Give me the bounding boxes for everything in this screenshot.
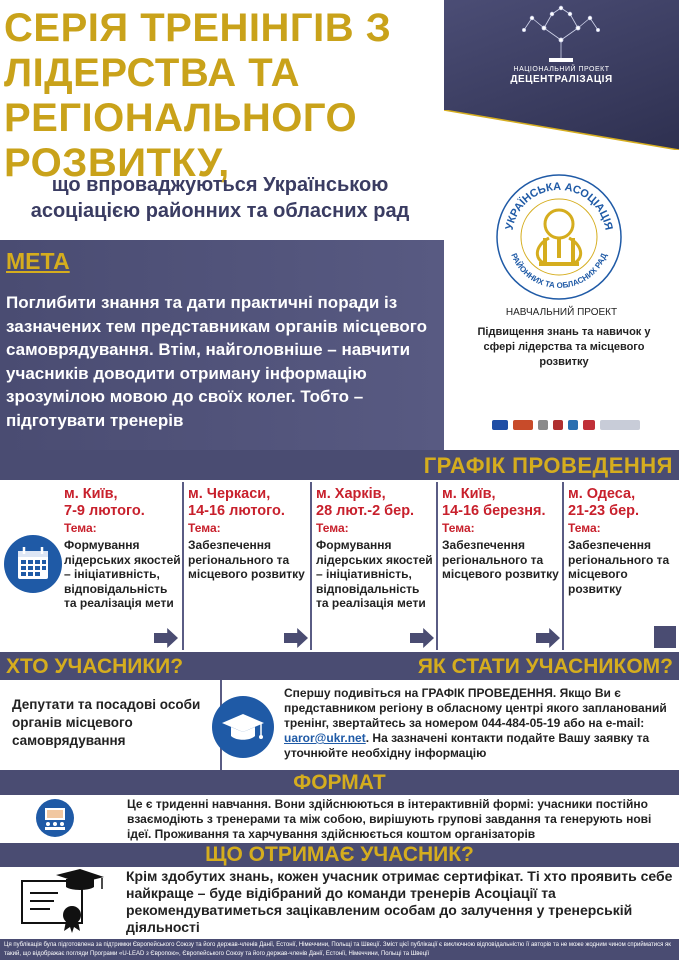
arrow-right-icon xyxy=(536,628,560,648)
who-text: Депутати та посадові особи органів місцевого самоврядування xyxy=(12,697,201,748)
decentralization-tree-icon xyxy=(444,0,679,70)
schedule-city: м. Харків, xyxy=(316,486,386,502)
slot-divider xyxy=(562,482,564,650)
schedule-topic: Забезпечення регіонального та місцевого розвитку xyxy=(188,538,305,581)
partner-logo-icon xyxy=(583,420,595,430)
who-heading: ХТО УЧАСНИКИ? xyxy=(6,655,184,678)
eu-flag-icon xyxy=(492,420,508,430)
emblem-bottom-text: РАЙОННИХ ТА ОБЛАСНИХ РАД xyxy=(509,251,609,291)
how-text-part1: Спершу подивіться на ГРАФІК ПРОВЕДЕННЯ. Якщо Ви є представником регіону в обласному центрі якого запланований тренінг, звертайтесь за номером 044-484-05-19 або на e-mail: xyxy=(284,686,667,730)
arrow-right-icon xyxy=(154,628,178,648)
partner-logo-icon xyxy=(568,420,578,430)
partner-logo-icon xyxy=(600,420,640,430)
schedule-city: м. Київ, xyxy=(442,486,496,502)
slot-divider xyxy=(436,482,438,650)
decentralization-label xyxy=(444,66,679,85)
partner-logos xyxy=(492,418,674,432)
receive-text: Крім здобутих знань, кожен учасник отримає сертифікат. Ті хто проявить себе найкраще – буде відібраний до команди тренерів Асоціації та рекомендуватиметься зацікавленим особам до залучення у тренерській діяльності xyxy=(126,868,673,935)
calendar-icon xyxy=(4,535,62,593)
partner-logo-icon xyxy=(553,420,563,430)
how-text-part2: . На зазначені контакти подайте Вашу заявку та уточнюйте необхідну інформацію xyxy=(284,731,650,760)
schedule-header xyxy=(0,450,679,480)
schedule-topic: Формування лідерських якостей – ініціативність, відповідальність та реалізація мети xyxy=(316,538,433,610)
email-link[interactable]: uaror@ukr.net xyxy=(284,731,366,745)
footer-disclaimer: Ця публікація була підготовлена за підтримки Європейського Союзу та його держав-членів Данії, Естонії, Німеччини, Польщі та Швеції. Зміст цієї публікації є виключною відповідальністю її авторів та не може жодним чином сприйматися як такий, що відображає погляди Програми «U-LEAD з Європою», Європейського Союзу та його держав-членів Данії, Естонії, Німеччини, Польщі та Швеції xyxy=(4,942,671,957)
schedule-dates: 28 лют.-2 бер. xyxy=(316,503,415,519)
schedule-heading: ГРАФІК ПРОВЕДЕННЯ xyxy=(423,453,673,478)
decentralization-line2: ДЕЦЕНТРАЛІЗАЦІЯ xyxy=(510,74,613,85)
format-text: Це є триденні навчання. Вони здійснюються в інтерактивній формі: учасники постійно взаємодіють з тренерами та між собою, вирішують групові завдання та генерують нові ідеї. Проживання та харчування здійснюється коштом організаторів xyxy=(127,797,652,841)
schedule-item xyxy=(58,480,182,652)
schedule-topic-label: Тема: xyxy=(64,521,97,535)
poster-title: СЕРІЯ ТРЕНІНГІВ З ЛІДЕРСТВА ТА РЕГІОНАЛЬНОГО РОЗВИТКУ, xyxy=(4,6,392,185)
schedule-city: м. Одеса, xyxy=(568,486,636,502)
decentralization-panel xyxy=(444,0,679,150)
goal-heading: МЕТА xyxy=(6,248,70,274)
slot-divider xyxy=(310,482,312,650)
arrow-right-icon xyxy=(410,628,434,648)
schedule-topic: Забезпечення регіонального та місцевого розвитку xyxy=(442,538,559,581)
association-emblem-icon xyxy=(494,172,624,302)
end-square-icon xyxy=(654,626,676,648)
schedule-section xyxy=(0,480,679,652)
schedule-item xyxy=(310,480,436,652)
footer xyxy=(0,939,679,960)
schedule-topic: Забезпечення регіонального та місцевого розвитку xyxy=(568,538,670,596)
goal-section xyxy=(0,240,444,450)
ulead-logo-icon xyxy=(513,420,533,430)
schedule-city: м. Київ, xyxy=(64,486,118,502)
arrow-right-icon xyxy=(284,628,308,648)
poster-subtitle: що впроваджуються Українською асоціацією районних та обласних рад xyxy=(30,174,410,222)
diagonal-decoration xyxy=(444,110,679,150)
schedule-city: м. Черкаси, xyxy=(188,486,271,502)
schedule-topic-label: Тема: xyxy=(188,521,221,535)
schedule-dates: 21-23 бер. xyxy=(568,503,640,519)
format-section xyxy=(0,795,679,843)
slot-divider xyxy=(182,482,184,650)
schedule-topic: Формування лідерських якостей – ініціативність, відповідальність та реалізація мети xyxy=(64,538,181,610)
certificate-icon xyxy=(18,869,108,933)
schedule-item xyxy=(182,480,310,652)
project-label: НАВЧАЛЬНИЙ ПРОЕКТ xyxy=(505,307,618,318)
who-panel xyxy=(0,680,222,770)
project-title: Підвищення знань та навичок у сфері лідерства та місцевого розвитку xyxy=(477,326,651,368)
decentralization-line1: НАЦІОНАЛЬНИЙ ПРОЕКТ xyxy=(513,66,610,73)
how-heading: ЯК СТАТИ УЧАСНИКОМ? xyxy=(417,655,673,678)
emblem-top-text: УКРАЇНСЬКА АСОЦІАЦІЯ xyxy=(503,180,615,232)
schedule-topic-label: Тема: xyxy=(442,521,475,535)
schedule-topic-label: Тема: xyxy=(316,521,349,535)
training-icon xyxy=(36,799,74,837)
how-text xyxy=(284,686,678,761)
participants-header xyxy=(0,652,679,680)
goal-text: Поглибити знання та дати практичні поради із зазначених тем представникам органів місцевого самоврядування. Втім, найголовніше – навчити учасників доводити отриману інформацію зрозумілою мовою до своїх колег. Тобто – підготувати тренерів xyxy=(6,293,428,430)
receive-header xyxy=(0,843,679,867)
format-heading: ФОРМАТ xyxy=(293,771,386,794)
schedule-topic-label: Тема: xyxy=(568,521,601,535)
schedule-item xyxy=(436,480,562,652)
receive-heading: ЩО ОТРИМАЄ УЧАСНИК? xyxy=(205,843,474,866)
receive-section xyxy=(0,867,679,939)
graduation-cap-icon xyxy=(212,696,274,758)
format-header xyxy=(0,770,679,795)
schedule-dates: 7-9 лютого. xyxy=(64,503,145,519)
header xyxy=(0,0,444,240)
partner-logo-icon xyxy=(538,420,548,430)
association-panel xyxy=(444,150,679,450)
schedule-dates: 14-16 березня. xyxy=(442,503,546,519)
participants-section xyxy=(0,680,679,770)
schedule-dates: 14-16 лютого. xyxy=(188,503,285,519)
